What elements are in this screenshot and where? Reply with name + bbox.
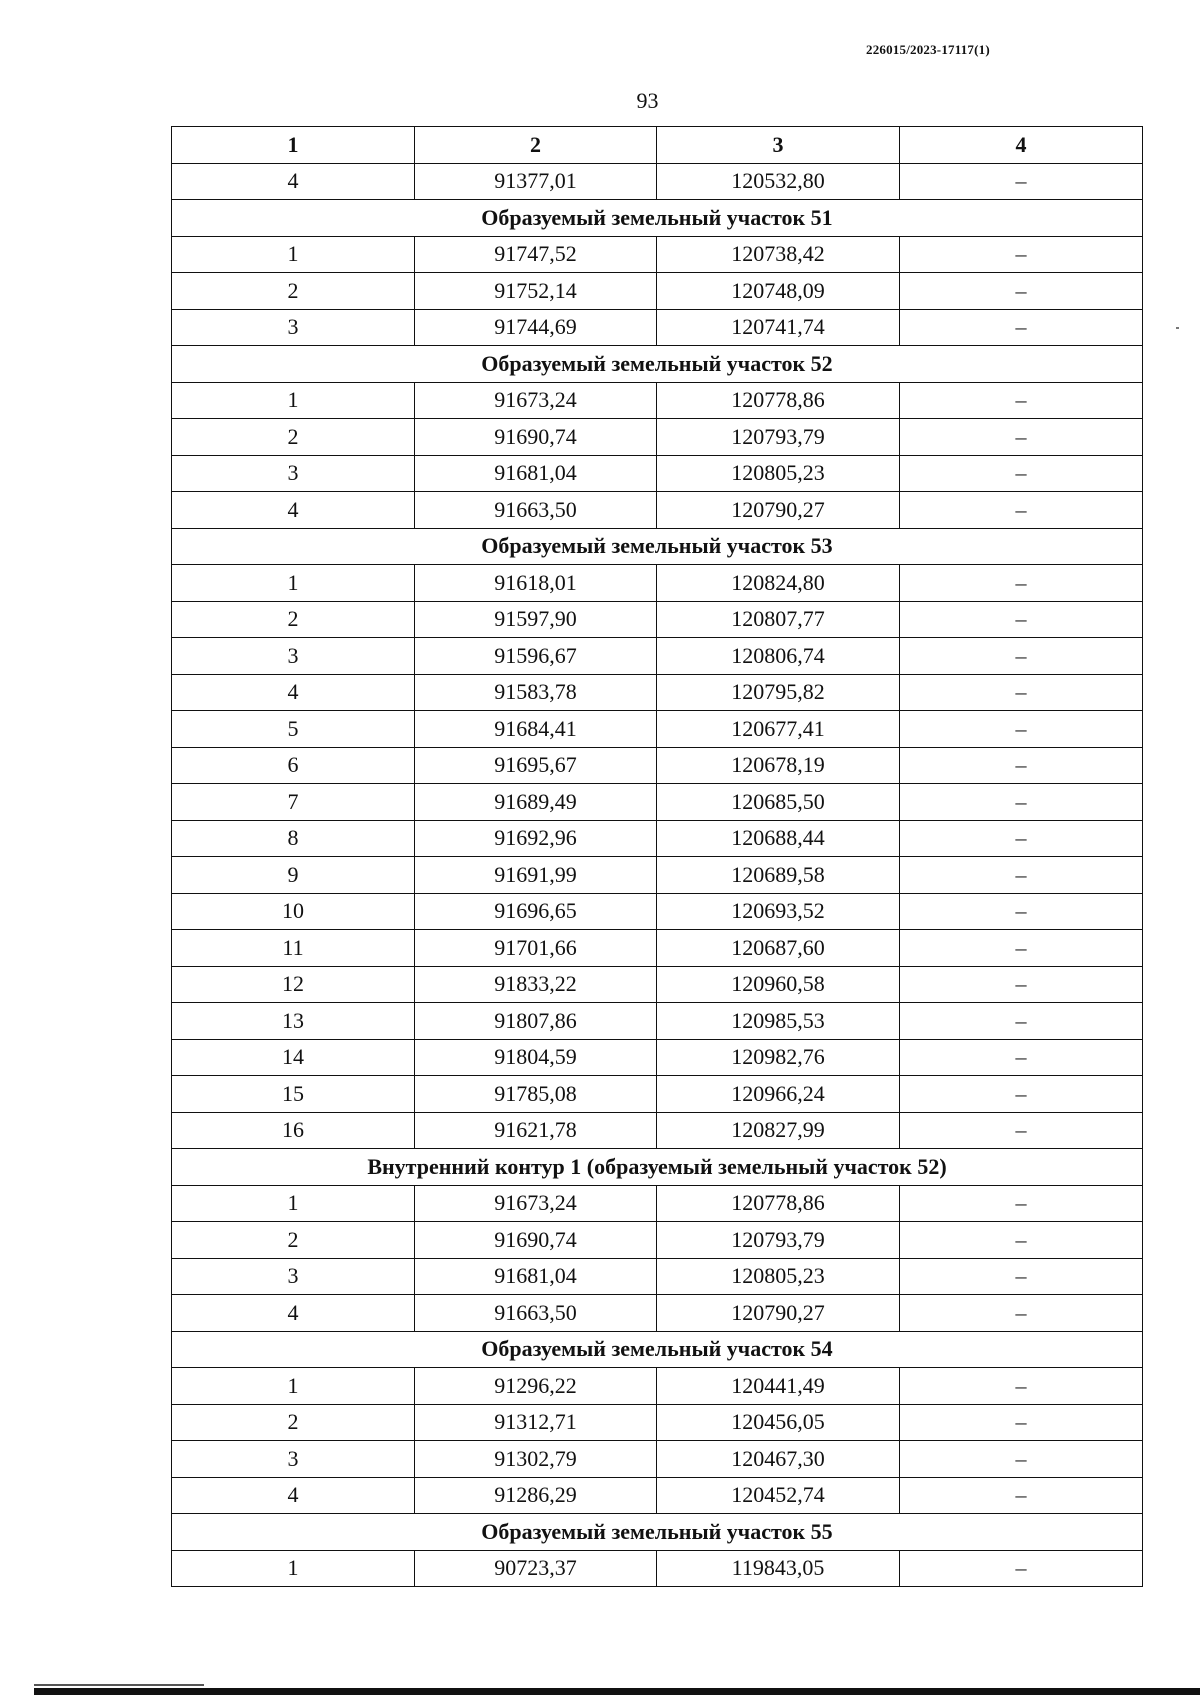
x-coordinate-cell: 91744,69 (415, 309, 657, 346)
x-coordinate-cell: 91690,74 (415, 419, 657, 456)
table-row (172, 1368, 1143, 1405)
note-cell: – (900, 163, 1143, 200)
section-row (172, 1514, 1143, 1551)
y-coordinate-cell: 120456,05 (657, 1404, 900, 1441)
section-title: Образуемый земельный участок 52 (172, 346, 1143, 383)
table-row (172, 1039, 1143, 1076)
section-title: Образуемый земельный участок 54 (172, 1331, 1143, 1368)
y-coordinate-cell: 120532,80 (657, 163, 900, 200)
table-row (172, 419, 1143, 456)
x-coordinate-cell: 91695,67 (415, 747, 657, 784)
y-coordinate-cell: 120467,30 (657, 1441, 900, 1478)
table-row (172, 966, 1143, 1003)
point-number-cell: 12 (172, 966, 415, 1003)
section-title: Образуемый земельный участок 51 (172, 200, 1143, 237)
y-coordinate-cell: 120805,23 (657, 1258, 900, 1295)
document-registration-number: 226015/2023-17117(1) (866, 42, 990, 57)
x-coordinate-cell: 91690,74 (415, 1222, 657, 1259)
column-header-1: 1 (172, 127, 415, 164)
note-cell: – (900, 1258, 1143, 1295)
scan-bottom-edge (34, 1688, 1200, 1695)
section-row (172, 200, 1143, 237)
x-coordinate-cell: 91807,86 (415, 1003, 657, 1040)
note-cell: – (900, 1550, 1143, 1587)
note-cell: – (900, 236, 1143, 273)
x-coordinate-cell: 91663,50 (415, 492, 657, 529)
note-cell: – (900, 1477, 1143, 1514)
note-cell: – (900, 747, 1143, 784)
note-cell: – (900, 711, 1143, 748)
point-number-cell: 6 (172, 747, 415, 784)
x-coordinate-cell: 91804,59 (415, 1039, 657, 1076)
page-number (0, 88, 1200, 114)
y-coordinate-cell: 120677,41 (657, 711, 900, 748)
table-row (172, 1550, 1143, 1587)
scan-edge-line (34, 1684, 204, 1686)
section-row (172, 1331, 1143, 1368)
x-coordinate-cell: 91302,79 (415, 1441, 657, 1478)
section-title: Внутренний контур 1 (образуемый земельный участок 52) (172, 1149, 1143, 1186)
table-row (172, 747, 1143, 784)
y-coordinate-cell: 120685,50 (657, 784, 900, 821)
y-coordinate-cell: 120824,80 (657, 565, 900, 602)
x-coordinate-cell: 91673,24 (415, 1185, 657, 1222)
point-number-cell: 1 (172, 236, 415, 273)
table-row (172, 565, 1143, 602)
coordinates-table (171, 126, 1143, 1587)
table-row (172, 455, 1143, 492)
x-coordinate-cell: 91286,29 (415, 1477, 657, 1514)
x-coordinate-cell: 91691,99 (415, 857, 657, 894)
column-header-2: 2 (415, 127, 657, 164)
x-coordinate-cell: 90723,37 (415, 1550, 657, 1587)
x-coordinate-cell: 91752,14 (415, 273, 657, 310)
note-cell: – (900, 1003, 1143, 1040)
x-coordinate-cell: 91701,66 (415, 930, 657, 967)
note-cell: – (900, 930, 1143, 967)
point-number-cell: 14 (172, 1039, 415, 1076)
table-row (172, 638, 1143, 675)
y-coordinate-cell: 120805,23 (657, 455, 900, 492)
note-cell: – (900, 273, 1143, 310)
note-cell: – (900, 419, 1143, 456)
point-number-cell: 1 (172, 1368, 415, 1405)
page-number-text: 93 (636, 88, 659, 113)
note-cell: – (900, 893, 1143, 930)
y-coordinate-cell: 120790,27 (657, 492, 900, 529)
note-cell: – (900, 565, 1143, 602)
table-header-row (172, 127, 1143, 164)
x-coordinate-cell: 91663,50 (415, 1295, 657, 1332)
x-coordinate-cell: 91583,78 (415, 674, 657, 711)
point-number-cell: 7 (172, 784, 415, 821)
table-header (172, 127, 1143, 164)
point-number-cell: 2 (172, 273, 415, 310)
note-cell: – (900, 1404, 1143, 1441)
x-coordinate-cell: 91692,96 (415, 820, 657, 857)
note-cell: – (900, 1112, 1143, 1149)
point-number-cell: 2 (172, 601, 415, 638)
table-row (172, 820, 1143, 857)
table-row (172, 784, 1143, 821)
table-row (172, 1185, 1143, 1222)
y-coordinate-cell: 120795,82 (657, 674, 900, 711)
note-cell: – (900, 784, 1143, 821)
x-coordinate-cell: 91618,01 (415, 565, 657, 602)
point-number-cell: 1 (172, 1185, 415, 1222)
note-cell: – (900, 1295, 1143, 1332)
x-coordinate-cell: 91673,24 (415, 382, 657, 419)
point-number-cell: 3 (172, 1258, 415, 1295)
point-number-cell: 5 (172, 711, 415, 748)
point-number-cell: 16 (172, 1112, 415, 1149)
note-cell: – (900, 820, 1143, 857)
table-row (172, 857, 1143, 894)
note-cell: – (900, 1222, 1143, 1259)
section-title: Образуемый земельный участок 55 (172, 1514, 1143, 1551)
point-number-cell: 4 (172, 1477, 415, 1514)
table-row (172, 163, 1143, 200)
column-header-4: 4 (900, 127, 1143, 164)
column-header-3: 3 (657, 127, 900, 164)
point-number-cell: 1 (172, 382, 415, 419)
section-row (172, 346, 1143, 383)
table-row (172, 236, 1143, 273)
table-body (172, 163, 1143, 1587)
y-coordinate-cell: 120790,27 (657, 1295, 900, 1332)
note-cell: – (900, 966, 1143, 1003)
table-row (172, 1112, 1143, 1149)
point-number-cell: 4 (172, 492, 415, 529)
point-number-cell: 3 (172, 309, 415, 346)
section-row (172, 1149, 1143, 1186)
table-row (172, 1003, 1143, 1040)
y-coordinate-cell: 120793,79 (657, 1222, 900, 1259)
x-coordinate-cell: 91621,78 (415, 1112, 657, 1149)
point-number-cell: 2 (172, 419, 415, 456)
x-coordinate-cell: 91681,04 (415, 455, 657, 492)
x-coordinate-cell: 91596,67 (415, 638, 657, 675)
table-row (172, 492, 1143, 529)
y-coordinate-cell: 120678,19 (657, 747, 900, 784)
y-coordinate-cell: 120960,58 (657, 966, 900, 1003)
point-number-cell: 4 (172, 674, 415, 711)
table-row (172, 309, 1143, 346)
table-row (172, 601, 1143, 638)
x-coordinate-cell: 91684,41 (415, 711, 657, 748)
note-cell: – (900, 382, 1143, 419)
x-coordinate-cell: 91696,65 (415, 893, 657, 930)
table-row (172, 273, 1143, 310)
x-coordinate-cell: 91681,04 (415, 1258, 657, 1295)
x-coordinate-cell: 91296,22 (415, 1368, 657, 1405)
note-cell: – (900, 455, 1143, 492)
x-coordinate-cell: 91689,49 (415, 784, 657, 821)
y-coordinate-cell: 120982,76 (657, 1039, 900, 1076)
point-number-cell: 10 (172, 893, 415, 930)
y-coordinate-cell: 120689,58 (657, 857, 900, 894)
point-number-cell: 1 (172, 565, 415, 602)
table-row (172, 1222, 1143, 1259)
table-row (172, 930, 1143, 967)
x-coordinate-cell: 91833,22 (415, 966, 657, 1003)
note-cell: – (900, 674, 1143, 711)
y-coordinate-cell: 120693,52 (657, 893, 900, 930)
point-number-cell: 8 (172, 820, 415, 857)
note-cell: – (900, 492, 1143, 529)
note-cell: – (900, 1441, 1143, 1478)
y-coordinate-cell: 120738,42 (657, 236, 900, 273)
table-row (172, 1441, 1143, 1478)
y-coordinate-cell: 120827,99 (657, 1112, 900, 1149)
note-cell: – (900, 1039, 1143, 1076)
point-number-cell: 3 (172, 638, 415, 675)
y-coordinate-cell: 120452,74 (657, 1477, 900, 1514)
point-number-cell: 1 (172, 1550, 415, 1587)
y-coordinate-cell: 119843,05 (657, 1550, 900, 1587)
note-cell: – (900, 601, 1143, 638)
table-row (172, 1076, 1143, 1113)
x-coordinate-cell: 91312,71 (415, 1404, 657, 1441)
note-cell: – (900, 1185, 1143, 1222)
note-cell: – (900, 857, 1143, 894)
point-number-cell: 3 (172, 455, 415, 492)
point-number-cell: 4 (172, 163, 415, 200)
table-row (172, 893, 1143, 930)
y-coordinate-cell: 120778,86 (657, 382, 900, 419)
table-row (172, 711, 1143, 748)
point-number-cell: 11 (172, 930, 415, 967)
note-cell: – (900, 1076, 1143, 1113)
point-number-cell: 15 (172, 1076, 415, 1113)
x-coordinate-cell: 91785,08 (415, 1076, 657, 1113)
table-row (172, 1258, 1143, 1295)
y-coordinate-cell: 120778,86 (657, 1185, 900, 1222)
y-coordinate-cell: 120985,53 (657, 1003, 900, 1040)
x-coordinate-cell: 91377,01 (415, 163, 657, 200)
point-number-cell: 3 (172, 1441, 415, 1478)
note-cell: – (900, 638, 1143, 675)
y-coordinate-cell: 120687,60 (657, 930, 900, 967)
point-number-cell: 2 (172, 1222, 415, 1259)
x-coordinate-cell: 91747,52 (415, 236, 657, 273)
point-number-cell: 13 (172, 1003, 415, 1040)
section-title: Образуемый земельный участок 53 (172, 528, 1143, 565)
note-cell: – (900, 309, 1143, 346)
point-number-cell: 2 (172, 1404, 415, 1441)
point-number-cell: 9 (172, 857, 415, 894)
y-coordinate-cell: 120441,49 (657, 1368, 900, 1405)
section-row (172, 528, 1143, 565)
table-row (172, 1404, 1143, 1441)
scan-speck (1176, 327, 1179, 329)
y-coordinate-cell: 120793,79 (657, 419, 900, 456)
y-coordinate-cell: 120688,44 (657, 820, 900, 857)
y-coordinate-cell: 120807,77 (657, 601, 900, 638)
y-coordinate-cell: 120806,74 (657, 638, 900, 675)
y-coordinate-cell: 120966,24 (657, 1076, 900, 1113)
note-cell: – (900, 1368, 1143, 1405)
table-row (172, 674, 1143, 711)
point-number-cell: 4 (172, 1295, 415, 1332)
y-coordinate-cell: 120741,74 (657, 309, 900, 346)
table-row (172, 382, 1143, 419)
table-row (172, 1477, 1143, 1514)
table-row (172, 1295, 1143, 1332)
y-coordinate-cell: 120748,09 (657, 273, 900, 310)
x-coordinate-cell: 91597,90 (415, 601, 657, 638)
